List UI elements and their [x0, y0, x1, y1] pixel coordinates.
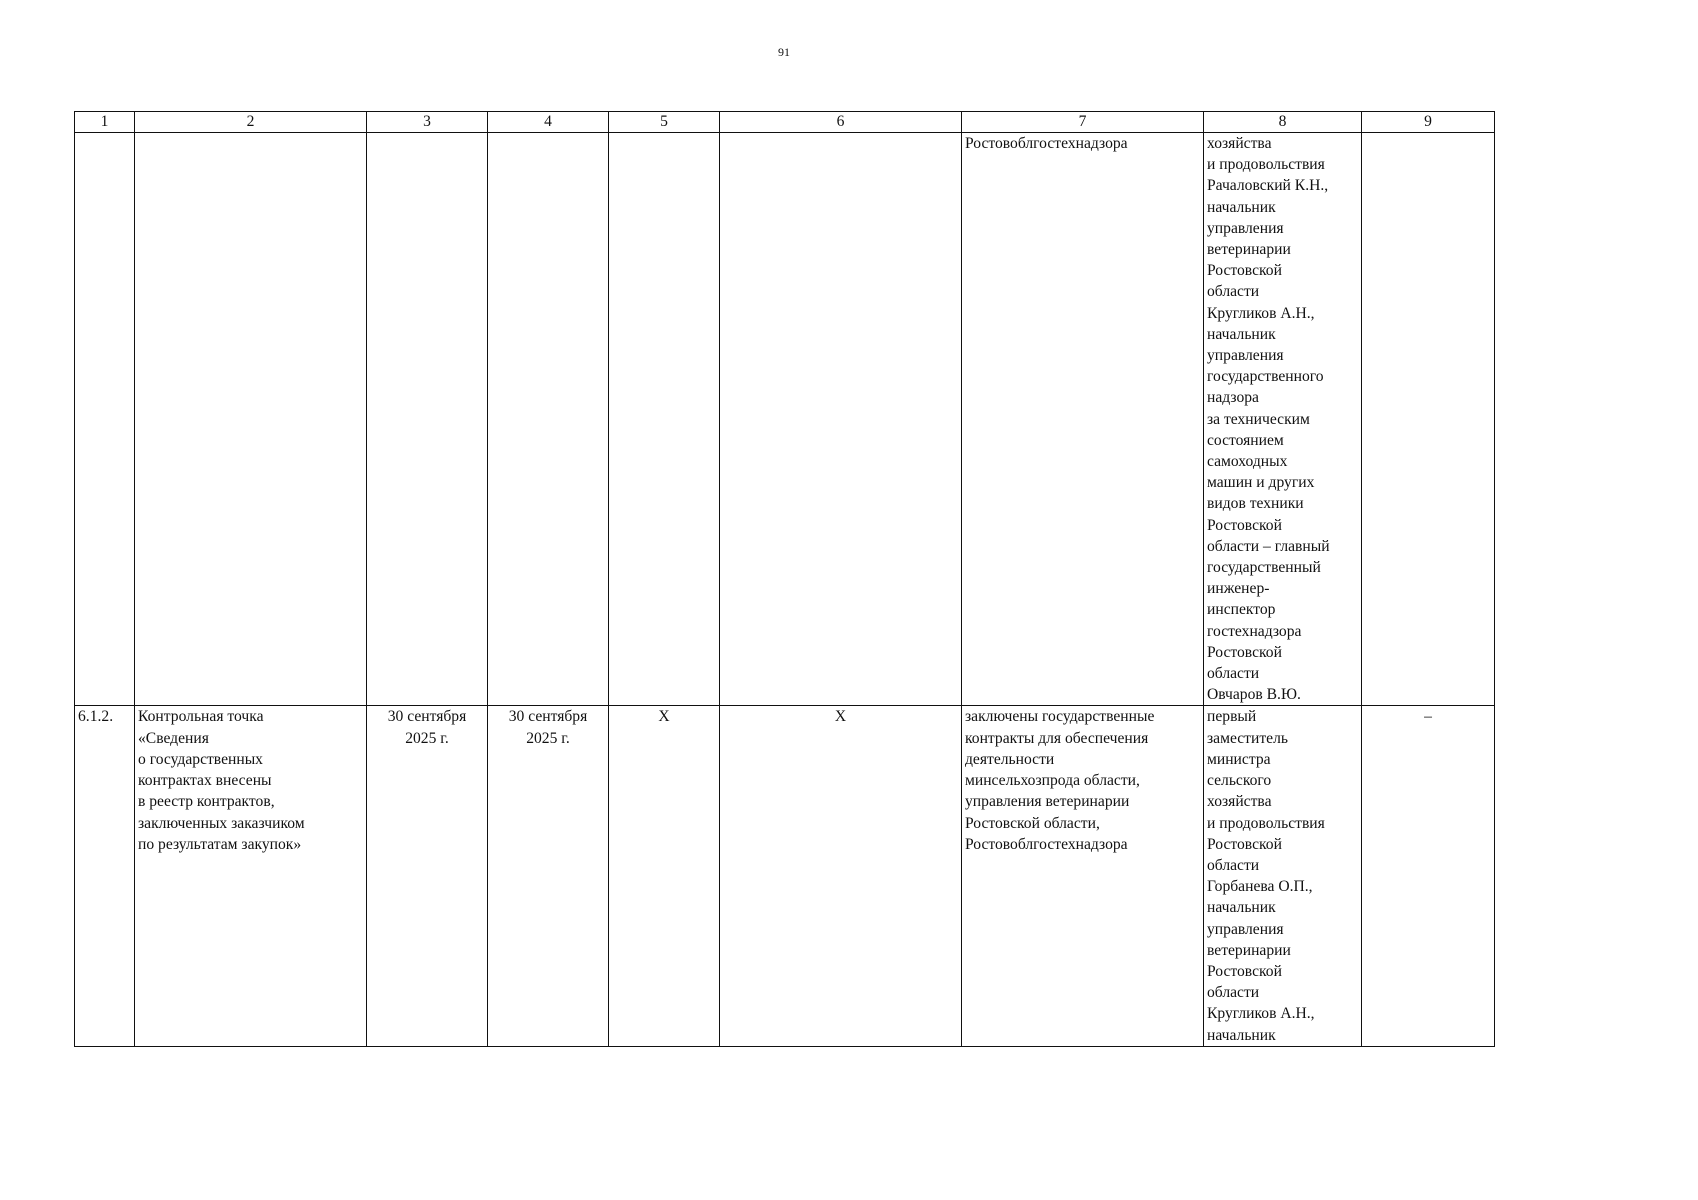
event-name-cell [135, 133, 367, 706]
column-header-7: 7 [962, 112, 1204, 133]
end-date: 30 сентября 2025 г. [508, 708, 588, 747]
column-9-value: – [1424, 708, 1432, 726]
table-header-row [75, 112, 1495, 133]
responsible-text: хозяйства и продовольствия Рачаловский К.Н., начальник управления ветеринарии Ростовской области Кругликов А.Н., начальник управления государственного надзора за техническим состоянием самоходных машин и других видов техники Ростовской области – главный государственный инженер- инспектор гостехнадзора Ростовской области Овчаров В.Ю. [1207, 135, 1330, 704]
start-date: 30 сентября 2025 г. [387, 708, 467, 747]
column-5-value: Х [658, 708, 670, 726]
column-header-8: 8 [1204, 112, 1362, 133]
column-9-cell [1362, 133, 1495, 706]
column-5-cell [609, 706, 720, 1046]
page-number: 91 [778, 45, 790, 59]
event-name: Контрольная точка «Сведения о государственных контрактах внесены в реестр контрактов, заключенных заказчиком по результатам закупок» [138, 708, 305, 853]
column-header-1: 1 [75, 112, 135, 133]
start-date-cell [367, 133, 488, 706]
column-9-cell [1362, 706, 1495, 1046]
column-6-cell [720, 133, 962, 706]
result-text: Ростовоблгостехнадзора [965, 135, 1128, 152]
table-row [75, 133, 1495, 706]
column-header-9: 9 [1362, 112, 1495, 133]
result-cell [962, 706, 1204, 1046]
column-header-4: 4 [488, 112, 609, 133]
row-number-cell [75, 706, 135, 1046]
responsible-cell [1204, 133, 1362, 706]
start-date-cell [367, 706, 488, 1046]
event-name-cell [135, 706, 367, 1046]
plan-table [74, 111, 1495, 1047]
row-number-cell [75, 133, 135, 706]
table-row [75, 706, 1495, 1046]
end-date-cell [488, 706, 609, 1046]
responsible-text: первый заместитель министра сельского хозяйства и продовольствия Ростовской области Горбанева О.П., начальник управления ветеринарии Ростовской области Кругликов А.Н., начальник [1207, 708, 1325, 1044]
end-date-cell [488, 133, 609, 706]
result-text: заключены государственные контракты для обеспечения деятельности минсельхозпрода области, управления ветеринарии Ростовской области, Ростовоблгостехнадзора [965, 708, 1155, 853]
column-6-value: Х [834, 708, 847, 726]
column-header-6: 6 [720, 112, 962, 133]
row-number: 6.1.2. [78, 708, 114, 726]
column-6-cell [720, 706, 962, 1046]
column-header-5: 5 [609, 112, 720, 133]
column-header-2: 2 [135, 112, 367, 133]
column-header-3: 3 [367, 112, 488, 133]
responsible-cell [1204, 706, 1362, 1046]
column-5-cell [609, 133, 720, 706]
result-cell [962, 133, 1204, 706]
